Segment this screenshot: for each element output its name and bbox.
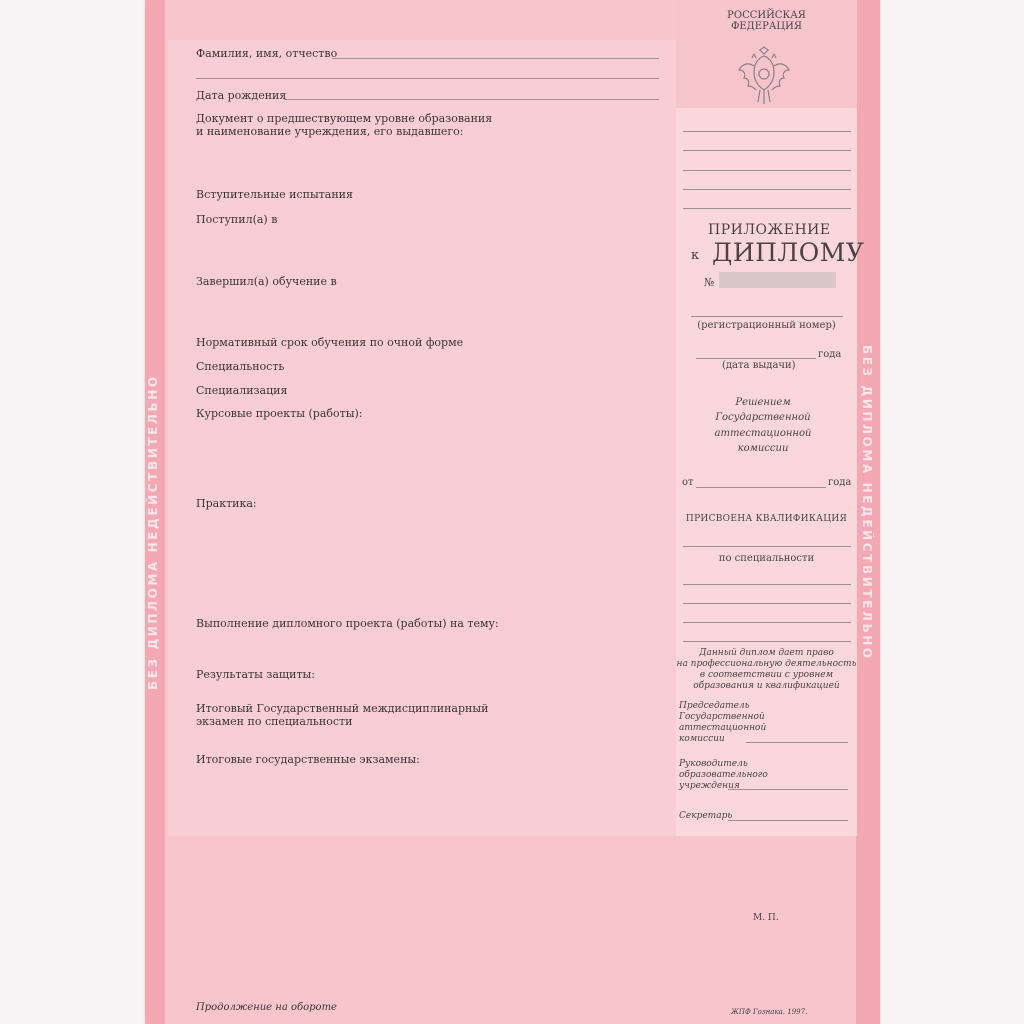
secretary-label: Секретарь <box>679 811 733 821</box>
rights-line-3: в соответствии с уровнем <box>699 670 834 680</box>
chair-line-1: Председатель <box>679 701 750 711</box>
label-finished: Завершил(а) обучение в <box>196 275 337 288</box>
head-line-2: образовательного <box>679 770 768 780</box>
right-line-2 <box>683 150 851 151</box>
label-final-exam-2: экзамен по специальности <box>196 715 353 728</box>
country-line-2: ФЕДЕРАЦИЯ <box>731 21 802 32</box>
specialty-line-3 <box>683 622 851 623</box>
head-signature-line <box>728 789 848 790</box>
rights-line-2: на профессиональную деятельность <box>676 659 857 669</box>
label-issue-date: (дата выдачи) <box>722 360 796 371</box>
label-prev-doc-2: и наименование учреждения, его выдавшего: <box>196 125 464 138</box>
decision-line-4: комиссии <box>737 443 789 454</box>
label-course-projects: Курсовые проекты (работы): <box>196 407 363 420</box>
label-diploma-project: Выполнение дипломного проекта (работы) на тему: <box>196 617 499 630</box>
secretary-signature-line <box>728 820 848 821</box>
specialty-line-2 <box>683 603 851 604</box>
right-line-3 <box>683 170 851 171</box>
title-k: к <box>691 248 700 263</box>
chair-signature-line <box>746 742 848 743</box>
qualification-line <box>683 546 851 547</box>
label-specialization: Специализация <box>196 384 288 397</box>
decision-date-line <box>696 487 826 488</box>
label-defense-results: Результаты защиты: <box>196 668 316 681</box>
number-sign: № <box>704 276 715 289</box>
decision-line-2: Государственной <box>715 412 811 423</box>
seal-placeholder: М. П. <box>753 913 779 923</box>
specialty-line-1 <box>683 584 851 585</box>
label-practice: Практика: <box>196 497 257 510</box>
label-specialty: Специальность <box>196 360 285 373</box>
coat-of-arms-icon <box>736 46 792 106</box>
birth-line <box>284 99 659 100</box>
chair-line-3: аттестационной <box>679 723 767 733</box>
right-line-5 <box>683 208 851 209</box>
fio-line-2 <box>196 78 659 79</box>
title-line-2: ДИПЛОМУ <box>712 238 865 267</box>
decision-line-3: аттестационной <box>714 428 812 439</box>
label-enrolled: Поступил(а) в <box>196 213 278 226</box>
label-qualification: ПРИСВОЕНА КВАЛИФИКАЦИЯ <box>685 514 848 524</box>
label-entrance: Вступительные испытания <box>196 188 353 201</box>
printer-imprint: ЖПФ Гознака. 1997. <box>731 1008 808 1016</box>
label-year-2: года <box>828 477 852 488</box>
rights-line-4: образования и квалификацией <box>693 681 840 691</box>
right-line-1 <box>683 131 851 132</box>
redacted-number <box>719 272 836 288</box>
label-birth: Дата рождения <box>196 89 287 102</box>
left-border-text: БЕЗ ДИПЛОМА НЕДЕЙСТВИТЕЛЬНО <box>146 374 160 690</box>
label-final-state-exams: Итоговые государственные экзамены: <box>196 753 420 766</box>
label-reg-number: (регистрационный номер) <box>697 320 836 331</box>
rights-line-1: Данный диплом дает право <box>699 648 834 658</box>
label-prev-doc-1: Документ о предшествующем уровне образования <box>196 112 493 125</box>
label-fio: Фамилия, имя, отчество <box>196 47 338 60</box>
label-final-exam-1: Итоговый Государственный междисциплинарный <box>196 702 489 715</box>
right-border-text: БЕЗ ДИПЛОМА НЕДЕЙСТВИТЕЛЬНО <box>860 345 874 661</box>
issue-date-line <box>696 358 816 359</box>
label-from: от <box>682 477 694 488</box>
label-norm-term: Нормативный срок обучения по очной форме <box>196 336 464 349</box>
reg-number-line <box>691 316 843 317</box>
chair-line-4: комиссии <box>679 734 725 744</box>
head-line-3: учреждения <box>679 781 740 791</box>
label-by-specialty: по специальности <box>718 553 815 564</box>
specialty-line-4 <box>683 641 851 642</box>
fio-line-1 <box>332 58 659 59</box>
title-line-1: ПРИЛОЖЕНИЕ <box>708 222 831 238</box>
chair-line-2: Государственной <box>679 712 765 722</box>
right-line-4 <box>683 189 851 190</box>
label-year-1: года <box>818 349 842 360</box>
head-line-1: Руководитель <box>679 759 748 769</box>
decision-line-1: Решением <box>735 397 791 408</box>
continuation-note: Продолжение на обороте <box>196 1002 337 1013</box>
country-line-1: РОССИЙСКАЯ <box>727 10 806 21</box>
